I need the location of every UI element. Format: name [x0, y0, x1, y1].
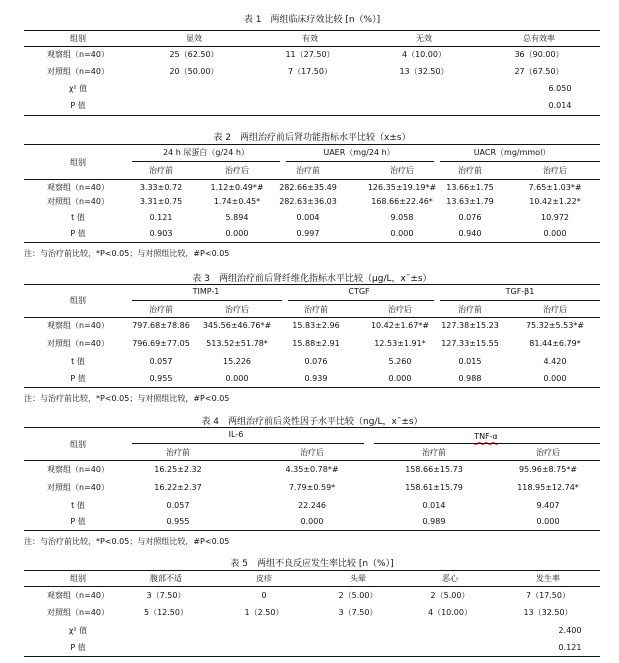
table-cell: 观察组（n=40）	[47, 465, 109, 474]
table-4-metric-rule	[374, 443, 600, 444]
table-cell: 0.121	[558, 643, 582, 652]
table-cell: 345.56±46.76*#	[202, 321, 272, 330]
table-cell: 796.69±77.05	[132, 339, 190, 348]
table-cell: 127.38±15.23	[441, 321, 499, 330]
table-cell: 10.42±1.22*	[529, 197, 581, 206]
table-cell: 对照组（n=40）	[47, 483, 109, 492]
table-cell: 15.88±2.91	[292, 339, 340, 348]
table-3-subheader: 治疗前	[149, 305, 173, 314]
table-5-bottom-rule	[24, 656, 600, 657]
table-cell: 0.076	[304, 357, 328, 366]
table-cell: 0.000	[388, 374, 412, 383]
table-1-header: 总有效率	[523, 34, 555, 43]
table-cell: P 值	[70, 517, 86, 526]
table-5-header: 组别	[70, 574, 86, 583]
table-cell: 20（50.00）	[169, 67, 219, 76]
table-cell: 75.32±5.53*#	[525, 321, 585, 330]
table-cell: 81.44±6.79*	[529, 339, 581, 348]
table-5-header: 恶心	[442, 574, 458, 583]
table-2-subheader: 治疗前	[149, 166, 173, 175]
table-cell: 0.000	[536, 517, 560, 526]
table-3-bottom-rule	[24, 387, 600, 388]
table-2-subheader: 治疗后	[543, 166, 567, 175]
table-cell: 5.260	[388, 357, 412, 366]
table-cell: 2.400	[558, 626, 582, 635]
table-cell: 797.68±78.86	[132, 321, 190, 330]
table-3-metric-header: TGF-β1	[505, 287, 535, 296]
table-cell: P 值	[70, 643, 86, 652]
table-cell: 168.66±22.46*	[371, 197, 433, 206]
table-3-header-rule	[24, 317, 600, 318]
table-4-group-header: 组别	[70, 440, 86, 449]
table-cell: 36（90.00）	[514, 50, 564, 59]
table-5-top-rule	[24, 570, 600, 571]
table-1-top-rule	[24, 30, 600, 31]
table-3-metric-rule	[132, 300, 282, 301]
table-1-caption: 表 1 两组临床疗效比较 [n（%）]	[243, 15, 381, 25]
table-cell: 0.000	[543, 229, 567, 238]
table-cell: 3（7.50）	[146, 591, 186, 600]
table-cell: 10.42±1.67*#	[370, 321, 430, 330]
table-2-metric-rule	[286, 161, 434, 162]
table-cell: 0.000	[225, 229, 249, 238]
table-3-metric-header: CTGF	[348, 287, 370, 296]
table-cell: 4（10.00）	[402, 50, 446, 59]
table-cell: 22.246	[298, 501, 326, 510]
table-2-caption: 表 2 两组治疗前后肾功能指标水平比较（x±s）	[213, 133, 411, 143]
table-4-subheader: 治疗后	[300, 448, 324, 457]
table-cell: 3（7.50）	[338, 608, 378, 617]
table-cell: 0.955	[149, 374, 173, 383]
table-cell: 0.903	[149, 229, 173, 238]
table-cell: 7.79±0.59*	[288, 483, 336, 492]
table-cell: 118.95±12.74*	[517, 483, 579, 492]
table-cell: 0	[261, 591, 267, 600]
table-cell: 0.015	[458, 357, 482, 366]
table-1-header: 组别	[70, 34, 86, 43]
table-cell: 0.997	[296, 229, 320, 238]
table-cell: P 值	[70, 374, 86, 383]
table-cell: 0.000	[390, 229, 414, 238]
table-cell: 10.972	[541, 213, 569, 222]
table-cell: 1.12±0.49*#	[210, 183, 264, 192]
table-1-bottom-rule	[24, 115, 600, 116]
table-cell: 0.121	[149, 213, 173, 222]
table-4-top-rule	[24, 427, 600, 428]
table-cell: 0.057	[149, 357, 173, 366]
table-cell: 0.000	[300, 517, 324, 526]
table-2-group-header: 组别	[70, 158, 86, 167]
table-2-metric-rule	[132, 161, 280, 162]
table-cell: 3.33±0.72	[139, 183, 183, 192]
table-cell: 11（27.50）	[285, 50, 335, 59]
table-4-note: 注：与治疗前比较，*P<0.05；与对照组比较，#P<0.05	[24, 537, 230, 546]
table-cell: 0.988	[458, 374, 482, 383]
table-5-caption: 表 5 两组不良反应发生率比较 [n（%）]	[230, 559, 394, 569]
table-1-header: 显效	[186, 34, 202, 43]
table-cell: 513.52±51.78*	[206, 339, 268, 348]
table-3-metric-rule	[440, 300, 600, 301]
table-4-caption: 表 4 两组治疗前后炎性因子水平比较（ng/L，x¯±s）	[201, 417, 423, 427]
table-3-subheader: 治疗前	[458, 305, 482, 314]
table-4-metric-rule	[132, 443, 364, 444]
table-cell: 对照组（n=40）	[47, 339, 109, 348]
table-cell: 95.96±8.75*#	[518, 465, 578, 474]
table-cell: 0.057	[166, 501, 190, 510]
table-cell: 3.31±0.75	[139, 197, 183, 206]
table-cell: t 值	[71, 213, 85, 222]
table-cell: 127.33±15.55	[441, 339, 499, 348]
table-4-subheader: 治疗前	[166, 448, 190, 457]
table-2-metric-header: UAER（mg/24 h）	[323, 148, 395, 157]
table-3-note: 注：与治疗前比较，*P<0.05；与对照组比较，#P<0.05	[24, 394, 230, 403]
table-cell: 6.050	[548, 84, 572, 93]
table-1-header: 有效	[302, 34, 318, 43]
table-4-subheader: 治疗后	[536, 448, 560, 457]
table-cell: 0.000	[543, 374, 567, 383]
table-3-metric-rule	[288, 300, 434, 301]
table-cell: 7（17.50）	[288, 67, 332, 76]
table-3-group-header: 组别	[70, 296, 86, 305]
table-4-header-rule	[24, 460, 600, 461]
table-cell: 0.939	[304, 374, 328, 383]
table-2-metric-header: UACR（mg/mmol）	[473, 148, 551, 157]
table-cell: t 值	[71, 501, 85, 510]
table-cell: 5.894	[225, 213, 249, 222]
table-cell: 12.53±1.91*	[374, 339, 426, 348]
table-cell: 7（17.50）	[526, 591, 570, 600]
table-cell: 观察组（n=40）	[47, 50, 109, 59]
table-cell: 282.63±36.03	[279, 197, 337, 206]
table-2-top-rule	[24, 144, 600, 145]
table-cell: 126.35±19.19*#	[367, 183, 437, 192]
table-2-subheader: 治疗后	[390, 166, 414, 175]
table-4-metric-header: IL-6	[228, 430, 244, 439]
table-cell: 0.014	[548, 101, 572, 110]
table-cell: 4（10.00）	[428, 608, 472, 617]
table-cell: 2（5.00）	[338, 591, 378, 600]
table-1-header: 无效	[416, 34, 432, 43]
table-cell: 4.420	[543, 357, 567, 366]
table-cell: 7.65±1.03*#	[528, 183, 582, 192]
table-cell: 对照组（n=40）	[47, 197, 109, 206]
table-cell: P 值	[70, 101, 86, 110]
table-2-note: 注：与治疗前比较，*P<0.05；与对照组比较，#P<0.05	[24, 249, 230, 258]
table-cell: χ² 值	[68, 84, 88, 93]
table-5-header-rule	[24, 586, 600, 587]
table-cell: 1.74±0.45*	[213, 197, 261, 206]
table-cell: 13（32.50）	[523, 608, 573, 617]
table-cell: 25（62.50）	[169, 50, 219, 59]
table-cell: 13（32.50）	[399, 67, 449, 76]
table-cell: 15.83±2.96	[292, 321, 340, 330]
table-cell: 0.000	[225, 374, 249, 383]
table-cell: 9.058	[390, 213, 414, 222]
table-2-bottom-rule	[24, 242, 600, 243]
table-cell: 13.66±1.75	[446, 183, 494, 192]
table-cell: 0.004	[296, 213, 320, 222]
table-2-metric-rule	[440, 161, 600, 162]
table-cell: 13.63±1.79	[446, 197, 494, 206]
table-cell: 0.940	[458, 229, 482, 238]
table-2-metric-header: 24 h 尿蛋白（g/24 h）	[163, 148, 249, 157]
table-3-metric-header: TIMP-1	[192, 287, 220, 296]
table-cell: 4.35±0.78*#	[285, 465, 339, 474]
table-cell: 对照组（n=40）	[47, 608, 109, 617]
table-cell: 对照组（n=40）	[47, 67, 109, 76]
table-cell: 观察组（n=40）	[47, 183, 109, 192]
table-cell: 15.226	[223, 357, 251, 366]
table-3-subheader: 治疗后	[388, 305, 412, 314]
table-2-subheader: 治疗前	[296, 166, 320, 175]
table-cell: 9.407	[536, 501, 560, 510]
table-cell: 观察组（n=40）	[47, 591, 109, 600]
table-3-top-rule	[24, 284, 600, 285]
table-cell: 5（12.50）	[144, 608, 188, 617]
table-4-metric-header: TNF-α	[474, 432, 498, 441]
table-cell: 观察组（n=40）	[47, 321, 109, 330]
table-cell: 2（5.00）	[430, 591, 470, 600]
table-cell: χ² 值	[68, 626, 88, 635]
table-cell: 0.989	[422, 517, 446, 526]
table-4-bottom-rule	[24, 530, 600, 531]
table-3-subheader: 治疗后	[543, 305, 567, 314]
table-3-subheader: 治疗后	[225, 305, 249, 314]
table-5-header: 头晕	[350, 574, 366, 583]
table-cell: 1（2.50）	[244, 608, 284, 617]
table-cell: 0.014	[422, 501, 446, 510]
table-cell: 0.076	[458, 213, 482, 222]
table-cell: 16.22±2.37	[154, 483, 202, 492]
table-cell: 16.25±2.32	[154, 465, 202, 474]
table-cell: 0.955	[166, 517, 190, 526]
table-2-subheader: 治疗后	[225, 166, 249, 175]
table-5-header: 发生率	[536, 574, 560, 583]
table-cell: P 值	[70, 229, 86, 238]
table-3-subheader: 治疗前	[304, 305, 328, 314]
table-cell: 158.61±15.79	[405, 483, 463, 492]
table-cell: 282.66±35.49	[279, 183, 337, 192]
table-cell: t 值	[71, 357, 85, 366]
table-5-header: 皮疹	[256, 574, 272, 583]
table-cell: 158.66±15.73	[405, 465, 463, 474]
table-cell: 27（67.50）	[514, 67, 564, 76]
table-3-caption: 表 3 两组治疗前后肾纤维化指标水平比较（μg/L，x¯±s）	[192, 274, 432, 284]
table-2-header-rule	[24, 179, 600, 180]
table-1-header-rule	[24, 46, 600, 47]
table-4-subheader: 治疗前	[422, 448, 446, 457]
table-5-header: 腹部不适	[150, 574, 182, 583]
table-2-subheader: 治疗前	[458, 166, 482, 175]
